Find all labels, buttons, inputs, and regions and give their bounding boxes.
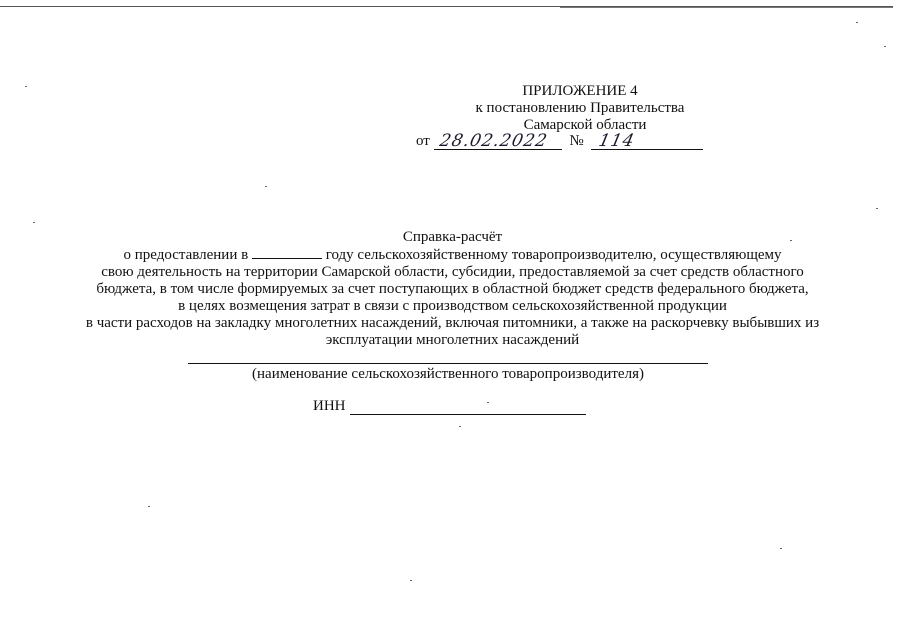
appendix-title: ПРИЛОЖЕНИЕ 4 [522,83,638,99]
scan-speck [33,222,35,223]
scan-speck [25,86,27,87]
date-prefix: от [416,133,430,149]
document-line-2: свою деятельность на территории Самарской области, субсидии, предоставляемой за счет средств областного [101,264,804,280]
appendix-region: Самарской области [523,117,647,133]
decree-date-number [416,133,703,150]
scan-speck [856,22,858,23]
line1-before: о предоставлении в [123,247,249,263]
inn-row [313,398,586,415]
scan-top-border-secondary [560,7,893,8]
document-title: Справка-расчёт [402,229,503,245]
scan-speck [148,506,150,507]
year-blank [252,246,322,259]
document-line-4: в целях возмещения затрат в связи с производством сельскохозяйственной продукции [178,298,727,314]
document-line-3: бюджета, в том числе формируемых за счет поступающих в областной бюджет средств федерального бюджета, [96,281,809,297]
inn-field-line [350,400,586,415]
scan-speck [780,548,782,549]
document-body [20,229,885,349]
scan-speck [265,186,267,187]
scan-speck [410,580,412,581]
scan-speck [876,208,878,209]
line1-after: году сельскохозяйственному товаропроизводителю, осуществляющему [325,247,782,263]
appendix-decree-reference: к постановлению Правительства [475,100,685,116]
producer-name-line [188,363,708,364]
scan-speck [884,46,886,47]
date-field [434,133,562,150]
inn-label: ИНН [313,398,346,414]
handwritten-date: 28.02.2022 [437,131,550,151]
handwritten-number: 114 [597,131,638,151]
document-line-5: в части расходов на закладку многолетних насаждений, включая питомники, а также на раскорчевку выбывших из [85,315,820,331]
number-field [591,133,703,150]
document-line-1 [20,246,885,264]
appendix-header [400,83,760,134]
document-line-6: эксплуатации многолетних насаждений [325,332,580,348]
scan-speck [459,426,461,427]
number-prefix: № [569,133,584,149]
producer-name-caption: (наименование сельскохозяйственного товаропроизводителя) [252,366,644,382]
